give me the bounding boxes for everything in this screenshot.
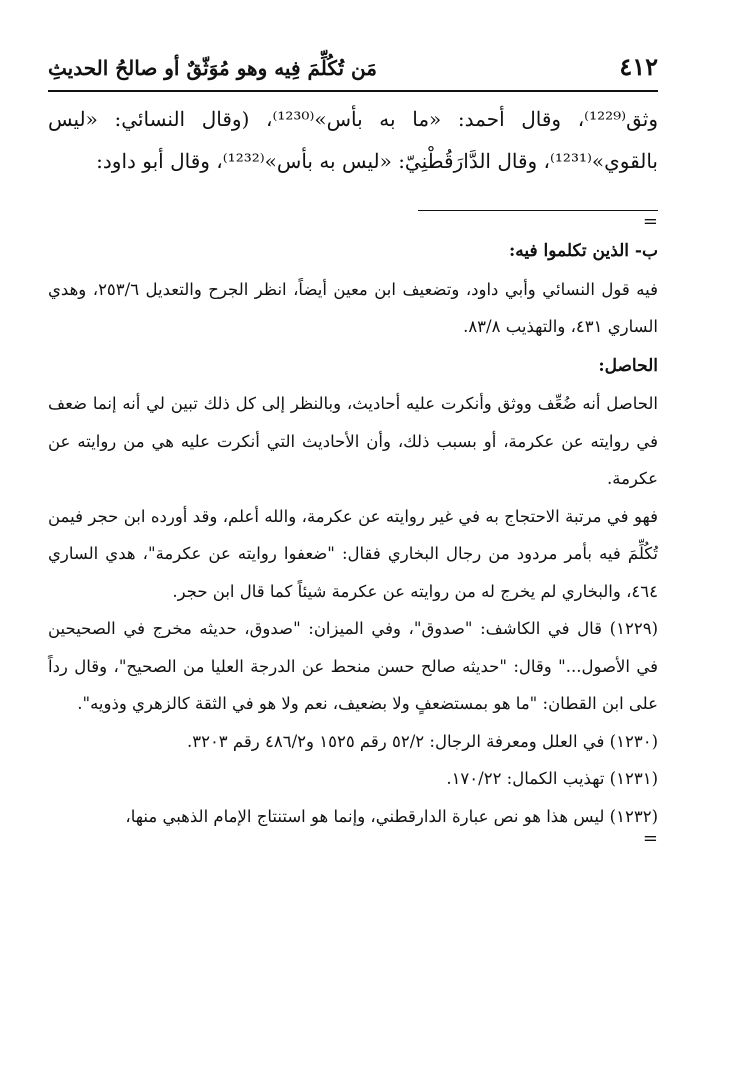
footnote-1229: (١٢٢٩) قال في الكاشف: "صدوق"، وفي الميزان: "صدوق، حديثه مخرج في الصحيحين في الأصول..." وقال: "حديثه صالح حسن منحط عن الدرجة العليا من الصحيح"، وقال رداً على ابن القطان: "ما هو بمستضعفٍ ولا بضعيف، نعم ولا هو في الثقة كالزهري وذويه". [48, 619, 658, 713]
footnote-1231: (١٢٣١) تهذيب الكمال: ١٧٠/٢٢. [446, 769, 658, 788]
page-number: ٤١٢ [619, 52, 658, 81]
footnote-1230: (١٢٣٠) في العلل ومعرفة الرجال: ٥٢/٢ رقم ١٥٢٥ و٤٨٦/٢ رقم ٣٢٠٣. [186, 731, 658, 751]
running-title: مَن تُكُلِّمَ فِيه وهو مُوَثّقٌ أو صالحُ الحديثِ [48, 56, 377, 80]
summary-paragraph-2: فهو في مرتبة الاحتجاج به في غير روايته عن عكرمة، والله أعلم، وقد أورده ابن حجر فيمن تُكُلِّمَ فيه بأمر مردود من رجال البخاري فقال: "ضعفوا روايته عن عكرمة"، هدي الساري ٤٦٤، والبخاري لم يخرج له من روايته عن عكرمة شيئاً كما قال ابن حجر. [48, 506, 658, 601]
main-paragraph: وثق⁽¹²²⁹⁾، وقال أحمد: «ما به بأس»⁽¹²³⁰⁾، (وقال النسائي: «ليس بالقوي»⁽¹²³¹⁾، وقال الدَّارَقُطْنِيّ: «ليس به بأس»⁽¹²³²⁾، وقال أبو داود: [48, 107, 658, 173]
continuation-mark: = [642, 211, 658, 232]
main-text [48, 98, 658, 182]
end-continuation-mark: = [642, 828, 658, 849]
section-b-text: فيه قول النسائي وأبي داود، وتضعيف ابن معين أيضاً، انظر الجرح والتعديل ٢٥٣/٦، وهدي الساري ٤٣١، والتهذيب ٨٣/٨. [48, 279, 658, 336]
footnote-list [48, 610, 658, 835]
footnote-separator [418, 210, 658, 211]
footnotes-area [48, 213, 658, 847]
page-header [48, 52, 658, 92]
summary-paragraph-1: الحاصل أنه ضُعِّف ووثق وأنكرت عليه أحاديث، وبالنظر إلى كل ذلك تبين لي أنه إنما ضعف في روايته عن عكرمة، أو بسبب ذلك، وأن الأحاديث التي أنكرت عليه هي من روايته عن عكرمة. [48, 394, 658, 488]
footnote-1232: (١٢٣٢) ليس هذا هو نص عبارة الدارقطني، وإنما هو استنتاج الإمام الذهبي منها، [125, 806, 658, 826]
section-b-heading: ب- الذين تكلموا فيه: [508, 241, 658, 261]
summary-heading: الحاصل: [598, 355, 658, 376]
document-page [48, 52, 658, 847]
